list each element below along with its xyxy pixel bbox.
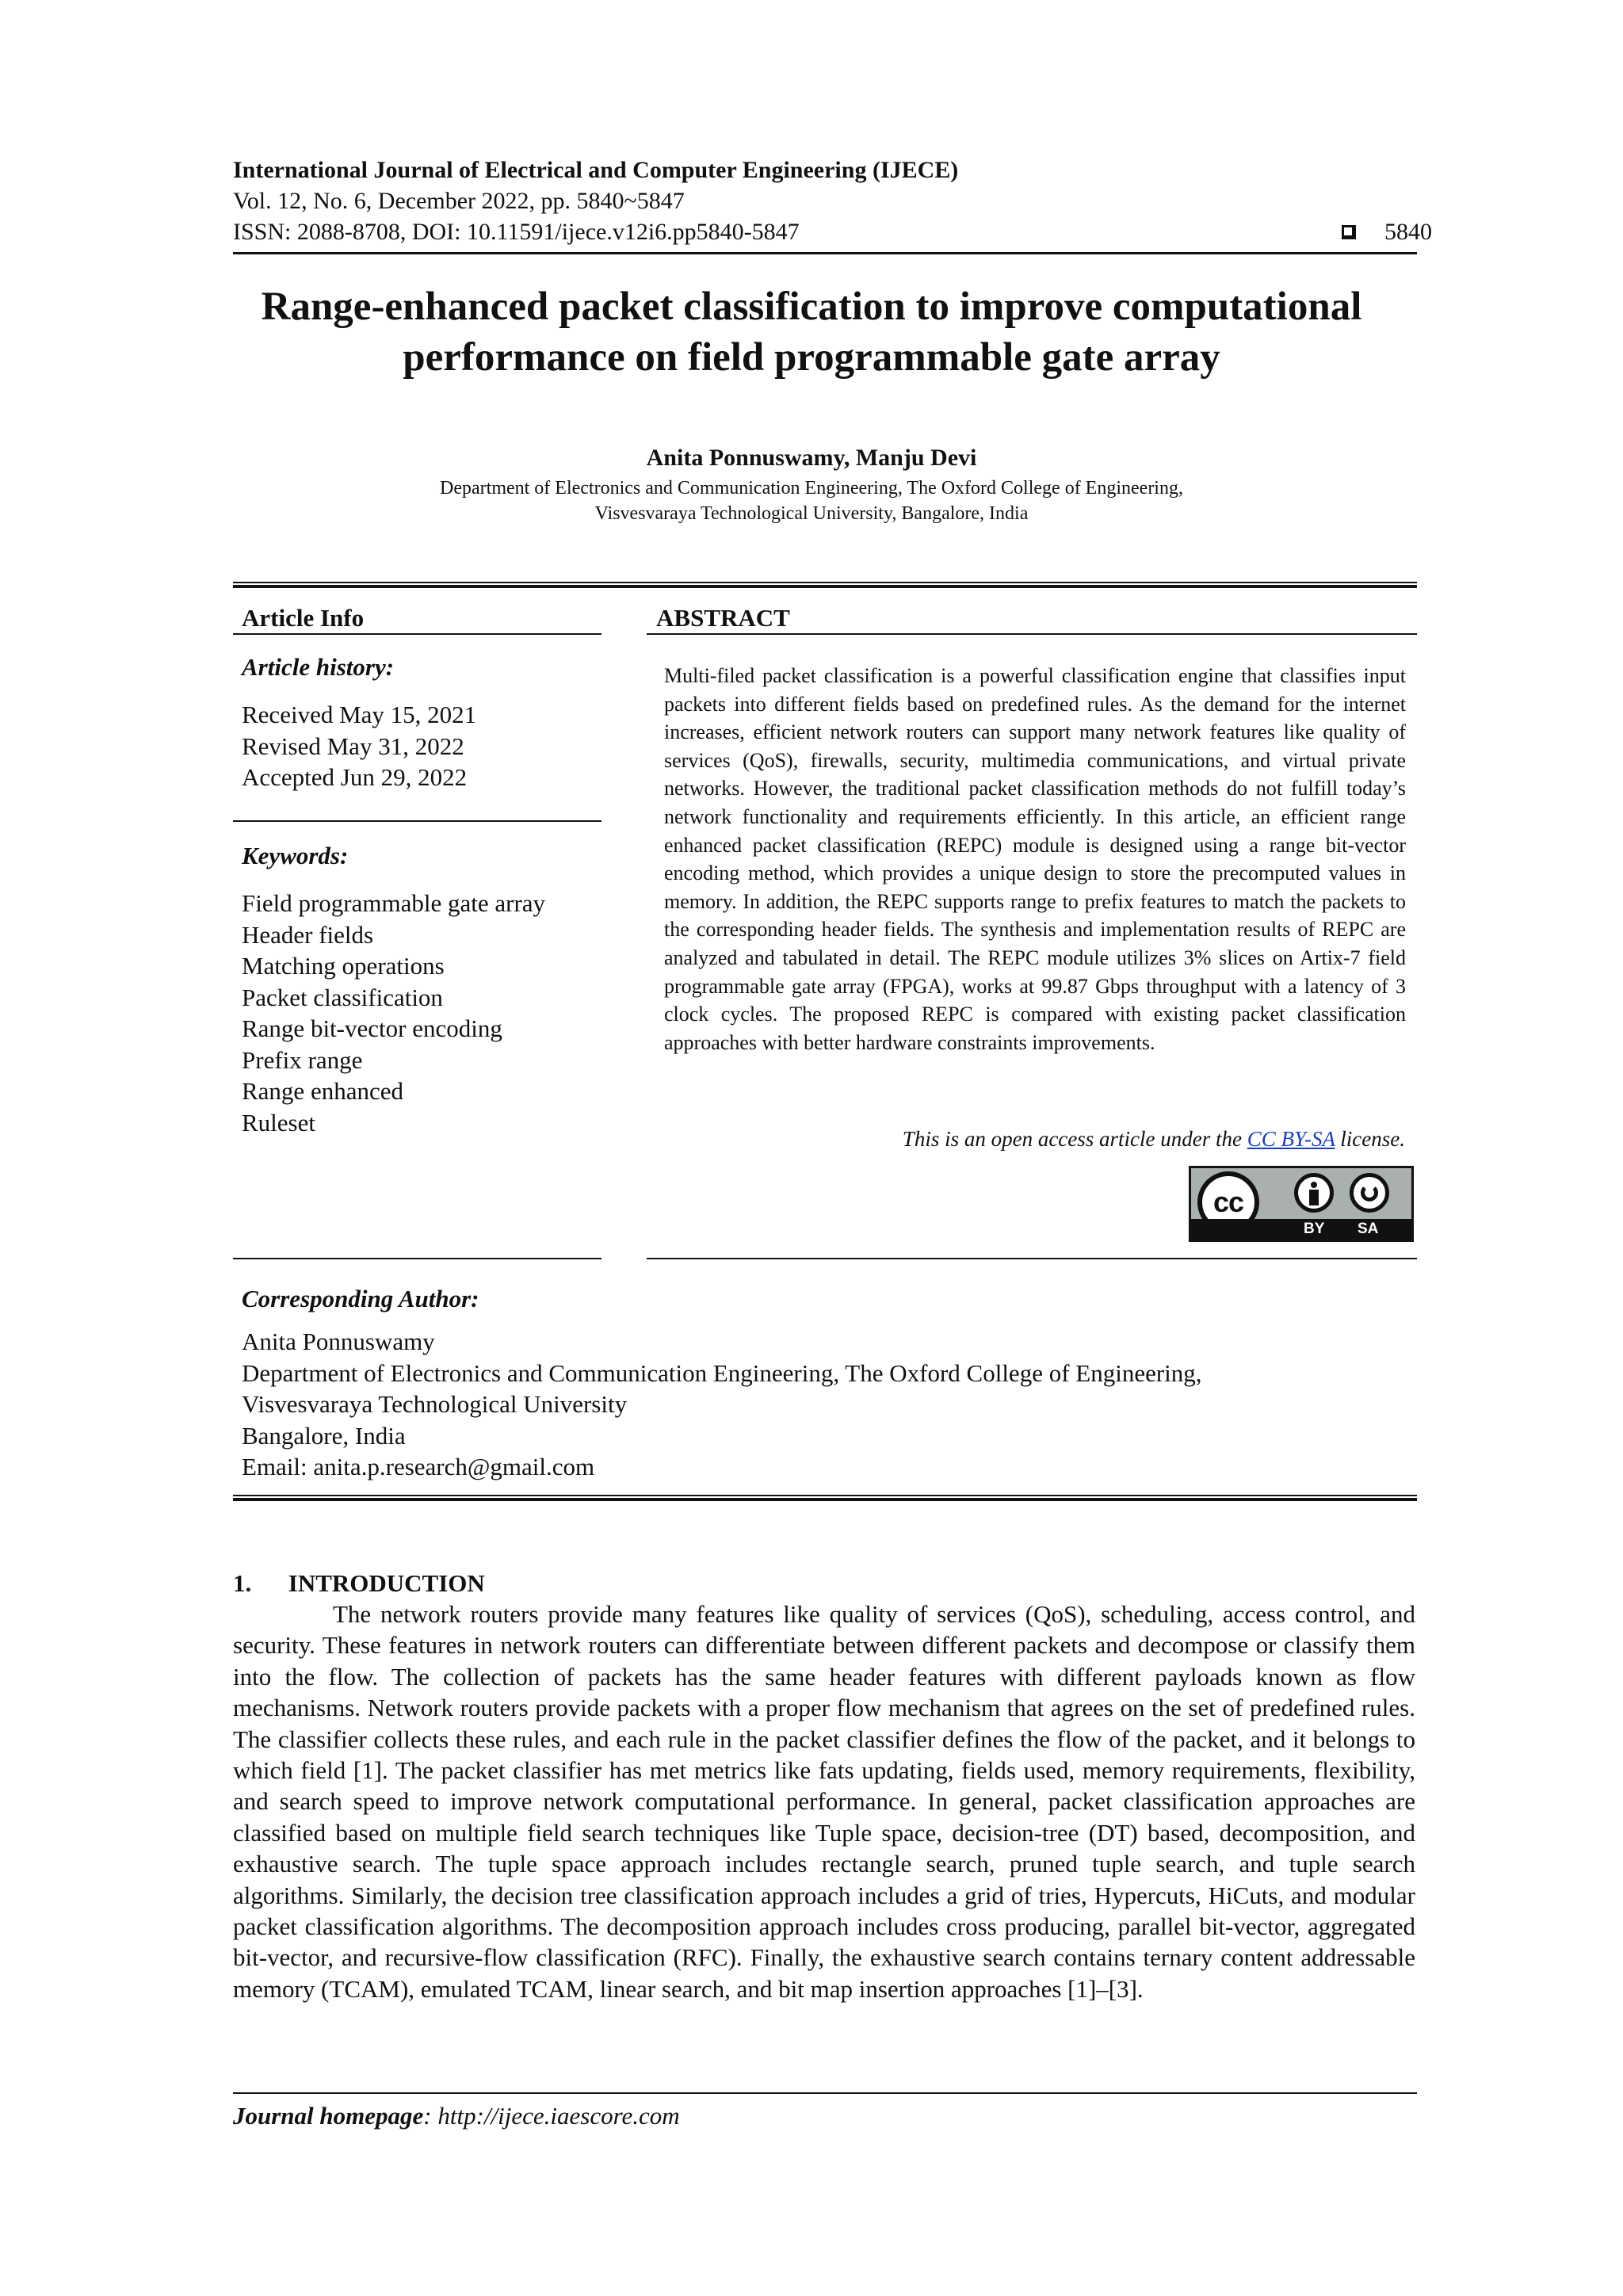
corresponding-city: Bangalore, India xyxy=(242,1421,406,1450)
badge-label-bar xyxy=(1191,1219,1411,1240)
license-prefix: This is an open access article under the xyxy=(902,1127,1247,1151)
journal-homepage xyxy=(233,2101,680,2131)
license-line xyxy=(903,1125,1405,1153)
keyword-item: Range enhanced xyxy=(242,1077,403,1105)
paper-title: Range-enhanced packet classification to improve computational performance on field programmable gate array xyxy=(261,285,1362,380)
share-alike-icon xyxy=(1350,1173,1389,1213)
keyword-item: Prefix range xyxy=(242,1045,363,1074)
page-number-block xyxy=(1342,217,1432,247)
history-received: Received May 15, 2021 xyxy=(242,701,477,728)
corresponding-name: Anita Ponnuswamy xyxy=(242,1328,435,1355)
keywords-rule xyxy=(233,820,601,822)
article-info-heading: Article Info xyxy=(242,604,365,632)
cc-by-sa-link[interactable]: CC BY-SA xyxy=(1247,1127,1335,1151)
affiliation-line-2: Visvesvaraya Technological University, Bangalore, India xyxy=(594,503,1029,524)
box-bottom-rule-2 xyxy=(233,1498,1417,1501)
box-bottom-rule-1 xyxy=(233,1495,1417,1496)
history-accepted: Accepted Jun 29, 2022 xyxy=(242,763,468,791)
box-top-rule-2 xyxy=(233,585,1417,588)
badge-by-label: BY xyxy=(1304,1221,1325,1237)
article-history-list xyxy=(242,699,476,793)
article-info-rule xyxy=(233,633,601,635)
page-number: 5840 xyxy=(1384,219,1432,245)
license-suffix: license. xyxy=(1335,1127,1405,1151)
abstract-bottom-rule xyxy=(647,1258,1417,1259)
corresponding-department: Department of Electronics and Communication Engineering, The Oxford College of Engineering, xyxy=(242,1358,1202,1387)
keyword-item: Header fields xyxy=(242,920,374,949)
article-info-bottom-rule xyxy=(233,1258,601,1259)
journal-homepage-url[interactable]: : http://ijece.iaescore.com xyxy=(423,2102,680,2130)
affiliation xyxy=(206,476,1417,526)
box-bullet-icon xyxy=(1342,225,1356,239)
box-top-rule-1 xyxy=(233,582,1417,583)
keyword-item: Range bit-vector encoding xyxy=(242,1014,502,1042)
journal-homepage-label: Journal homepage xyxy=(233,2102,424,2130)
authors: Anita Ponnuswamy, Manju Devi xyxy=(646,445,977,471)
article-history-label: Article history: xyxy=(242,653,395,681)
footer-rule xyxy=(233,2092,1417,2094)
volume-info: Vol. 12, No. 6, December 2022, pp. 5840~5847 xyxy=(233,188,685,214)
introduction-heading: 1. INTRODUCTION xyxy=(233,1569,485,1597)
corresponding-email: Email: anita.p.research@gmail.com xyxy=(242,1453,595,1480)
header-rule xyxy=(233,252,1417,254)
corresponding-author-label: Corresponding Author: xyxy=(242,1285,479,1312)
keywords-list xyxy=(242,888,545,1138)
abstract-text: Multi-filed packet classification is a powerful classification engine that classifies input packets into different fields based on predefined rules. As the demand for the internet increases, efficient network routers can support many network features like quality of services (QoS), firewalls, security, multimedia communications, and virtual private networks. However, the traditional packet classification methods do not fulfill today’s network functionality and requirements efficiently. In this article, an efficient range enhanced packet classification (REPC) module is designed using a range bit-vector encoding method, which provides a unique design to store the precomputed values in memory. In addition, the REPC supports range to prefix features to match the packets to the corresponding header fields. The synthesis and implementation results of REPC are analyzed and tabulated in detail. The REPC module utilizes 3% slices on Artix-7 field programmable gate array (FPGA), works at 99.87 Gbps throughput with a latency of 3 clock cycles. The proposed REPC is compared with existing packet classification approaches with better hardware constraints improvements. xyxy=(664,664,1406,1054)
keywords-label: Keywords: xyxy=(242,842,349,869)
journal-name: International Journal of Electrical and Computer Engineering (IJECE) xyxy=(233,157,959,183)
introduction-text: The network routers provide many features like quality of services (QoS), scheduling, access control, and security. These features in network routers can differentiate between different packets and decompose or classify them into the flow. The collection of packets has the same header features with different payloads known as flow mechanisms. Network routers provide packets with a proper flow mechanism that agrees on the set of predefined rules. The classifier collects these rules, and each rule in the packet classifier defines the flow of the packet, and it belongs to which field [1]. The packet classifier has met metrics like fats updating, fields used, memory requirements, flexibility, and search speed to improve network computational performance. In general, packet classification approaches are classified based on multiple field search techniques like Tuple space, decision-tree (DT) based, decomposition, and exhaustive search. The tuple space approach includes rectangle search, pruned tuple search, and tuple search algorithms. Similarly, the decision tree classification approach includes a grid of tries, Hypercuts, HiCuts, and modular packet classification algorithms. The decomposition approach includes cross producing, parallel bit-vector, aggregated bit-vector, and recursive-flow classification (RFC). Finally, the exhaustive search contains ternary content addressable memory (TCAM), emulated TCAM, linear search, and bit map insertion approaches [1]–[3]. xyxy=(233,1600,1415,2003)
abstract-heading: ABSTRACT xyxy=(656,604,790,632)
keyword-item: Matching operations xyxy=(242,952,445,980)
keyword-item: Field programmable gate array xyxy=(242,889,546,917)
keyword-item: Ruleset xyxy=(242,1108,315,1137)
issn-doi: ISSN: 2088-8708, DOI: 10.11591/ijece.v12i6.pp5840-5847 xyxy=(233,219,800,245)
history-revised: Revised May 31, 2022 xyxy=(242,732,464,760)
keyword-item: Packet classification xyxy=(242,983,443,1011)
attribution-icon xyxy=(1294,1173,1334,1213)
affiliation-line-1: Department of Electronics and Communication Engineering, The Oxford College of Engineering, xyxy=(440,478,1183,499)
cc-by-sa-badge[interactable] xyxy=(1189,1166,1414,1242)
corresponding-university: Visvesvaraya Technological University xyxy=(242,1390,628,1418)
abstract-rule xyxy=(647,633,1417,635)
badge-sa-label: SA xyxy=(1358,1221,1379,1237)
corresponding-author-details xyxy=(242,1326,1202,1483)
cc-logo-text: cc xyxy=(1212,1186,1244,1218)
